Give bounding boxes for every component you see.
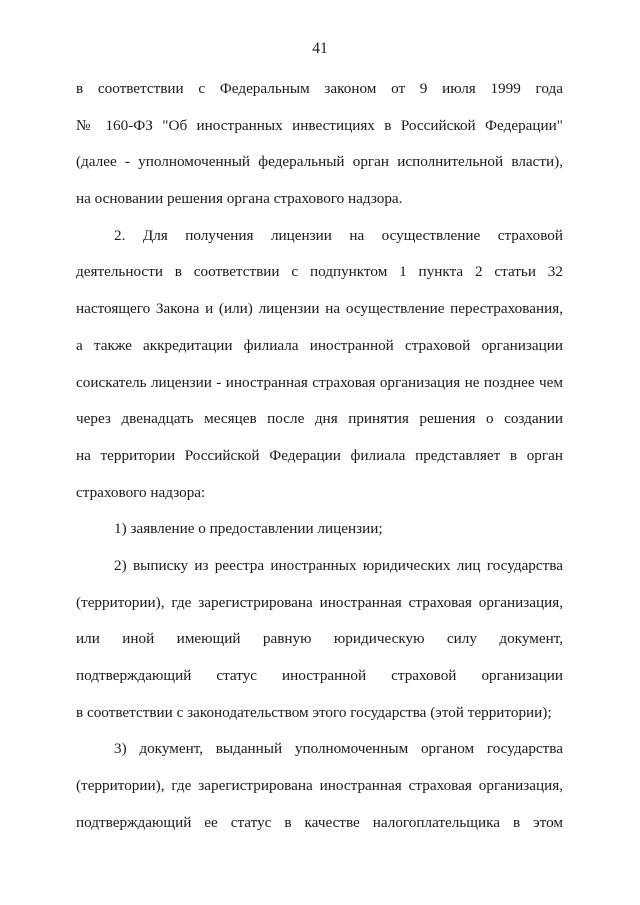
subitem-2 bbox=[76, 555, 563, 738]
text-line: (территории), где зарегистрирована иностранная страховая организация, bbox=[76, 593, 563, 611]
text-line: (далее - уполномоченный федеральный орган исполнительной власти), bbox=[76, 153, 563, 171]
text-line: (территории), где зарегистрирована иностранная страховая организация, bbox=[76, 777, 563, 795]
text-line: на основании решения органа страхового надзора. bbox=[76, 190, 403, 208]
text-line: соискатель лицензии - иностранная страховая организация не позднее чем bbox=[76, 373, 563, 391]
text-line: через двенадцать месяцев после дня принятия решения о создании bbox=[76, 410, 563, 428]
text-line: деятельности в соответствии с подпунктом 1 пункта 2 статьи 32 bbox=[76, 263, 563, 281]
text-line: подтверждающий статус иностранной страховой организации bbox=[76, 667, 563, 684]
text-line: в соответствии с Федеральным законом от 9 июля 1999 года bbox=[76, 80, 563, 97]
paragraph-item-2 bbox=[76, 225, 563, 519]
subitem-3 bbox=[76, 738, 563, 848]
text-line: или иной имеющий равную юридическую силу документ, bbox=[76, 630, 563, 648]
text-line: 1) заявление о предоставлении лицензии; bbox=[114, 520, 383, 538]
text-line: подтверждающий ее статус в качестве налогоплательщика в этом bbox=[76, 813, 563, 831]
text-line: в соответствии с законодательством этого государства (этой территории); bbox=[76, 703, 552, 721]
subitem-1 bbox=[76, 518, 563, 555]
text-line: 2) выписку из реестра иностранных юридических лиц государства bbox=[114, 556, 563, 574]
page-number: 41 bbox=[312, 40, 328, 57]
text-line: настоящего Закона и (или) лицензии на осуществление перестрахования, bbox=[76, 300, 563, 318]
text-line: на территории Российской Федерации филиала представляет в орган bbox=[76, 446, 563, 464]
text-line: № 160-ФЗ "Об иностранных инвестициях в Российской Федерации" bbox=[76, 116, 563, 134]
document-body bbox=[76, 78, 563, 848]
text-line: 3) документ, выданный уполномоченным органом государства bbox=[114, 740, 563, 758]
paragraph-continuation bbox=[76, 78, 563, 225]
text-line: страхового надзора: bbox=[76, 483, 206, 501]
text-line: 2. Для получения лицензии на осуществление страховой bbox=[114, 226, 563, 244]
text-line: а также аккредитации филиала иностранной страховой организации bbox=[76, 336, 563, 354]
